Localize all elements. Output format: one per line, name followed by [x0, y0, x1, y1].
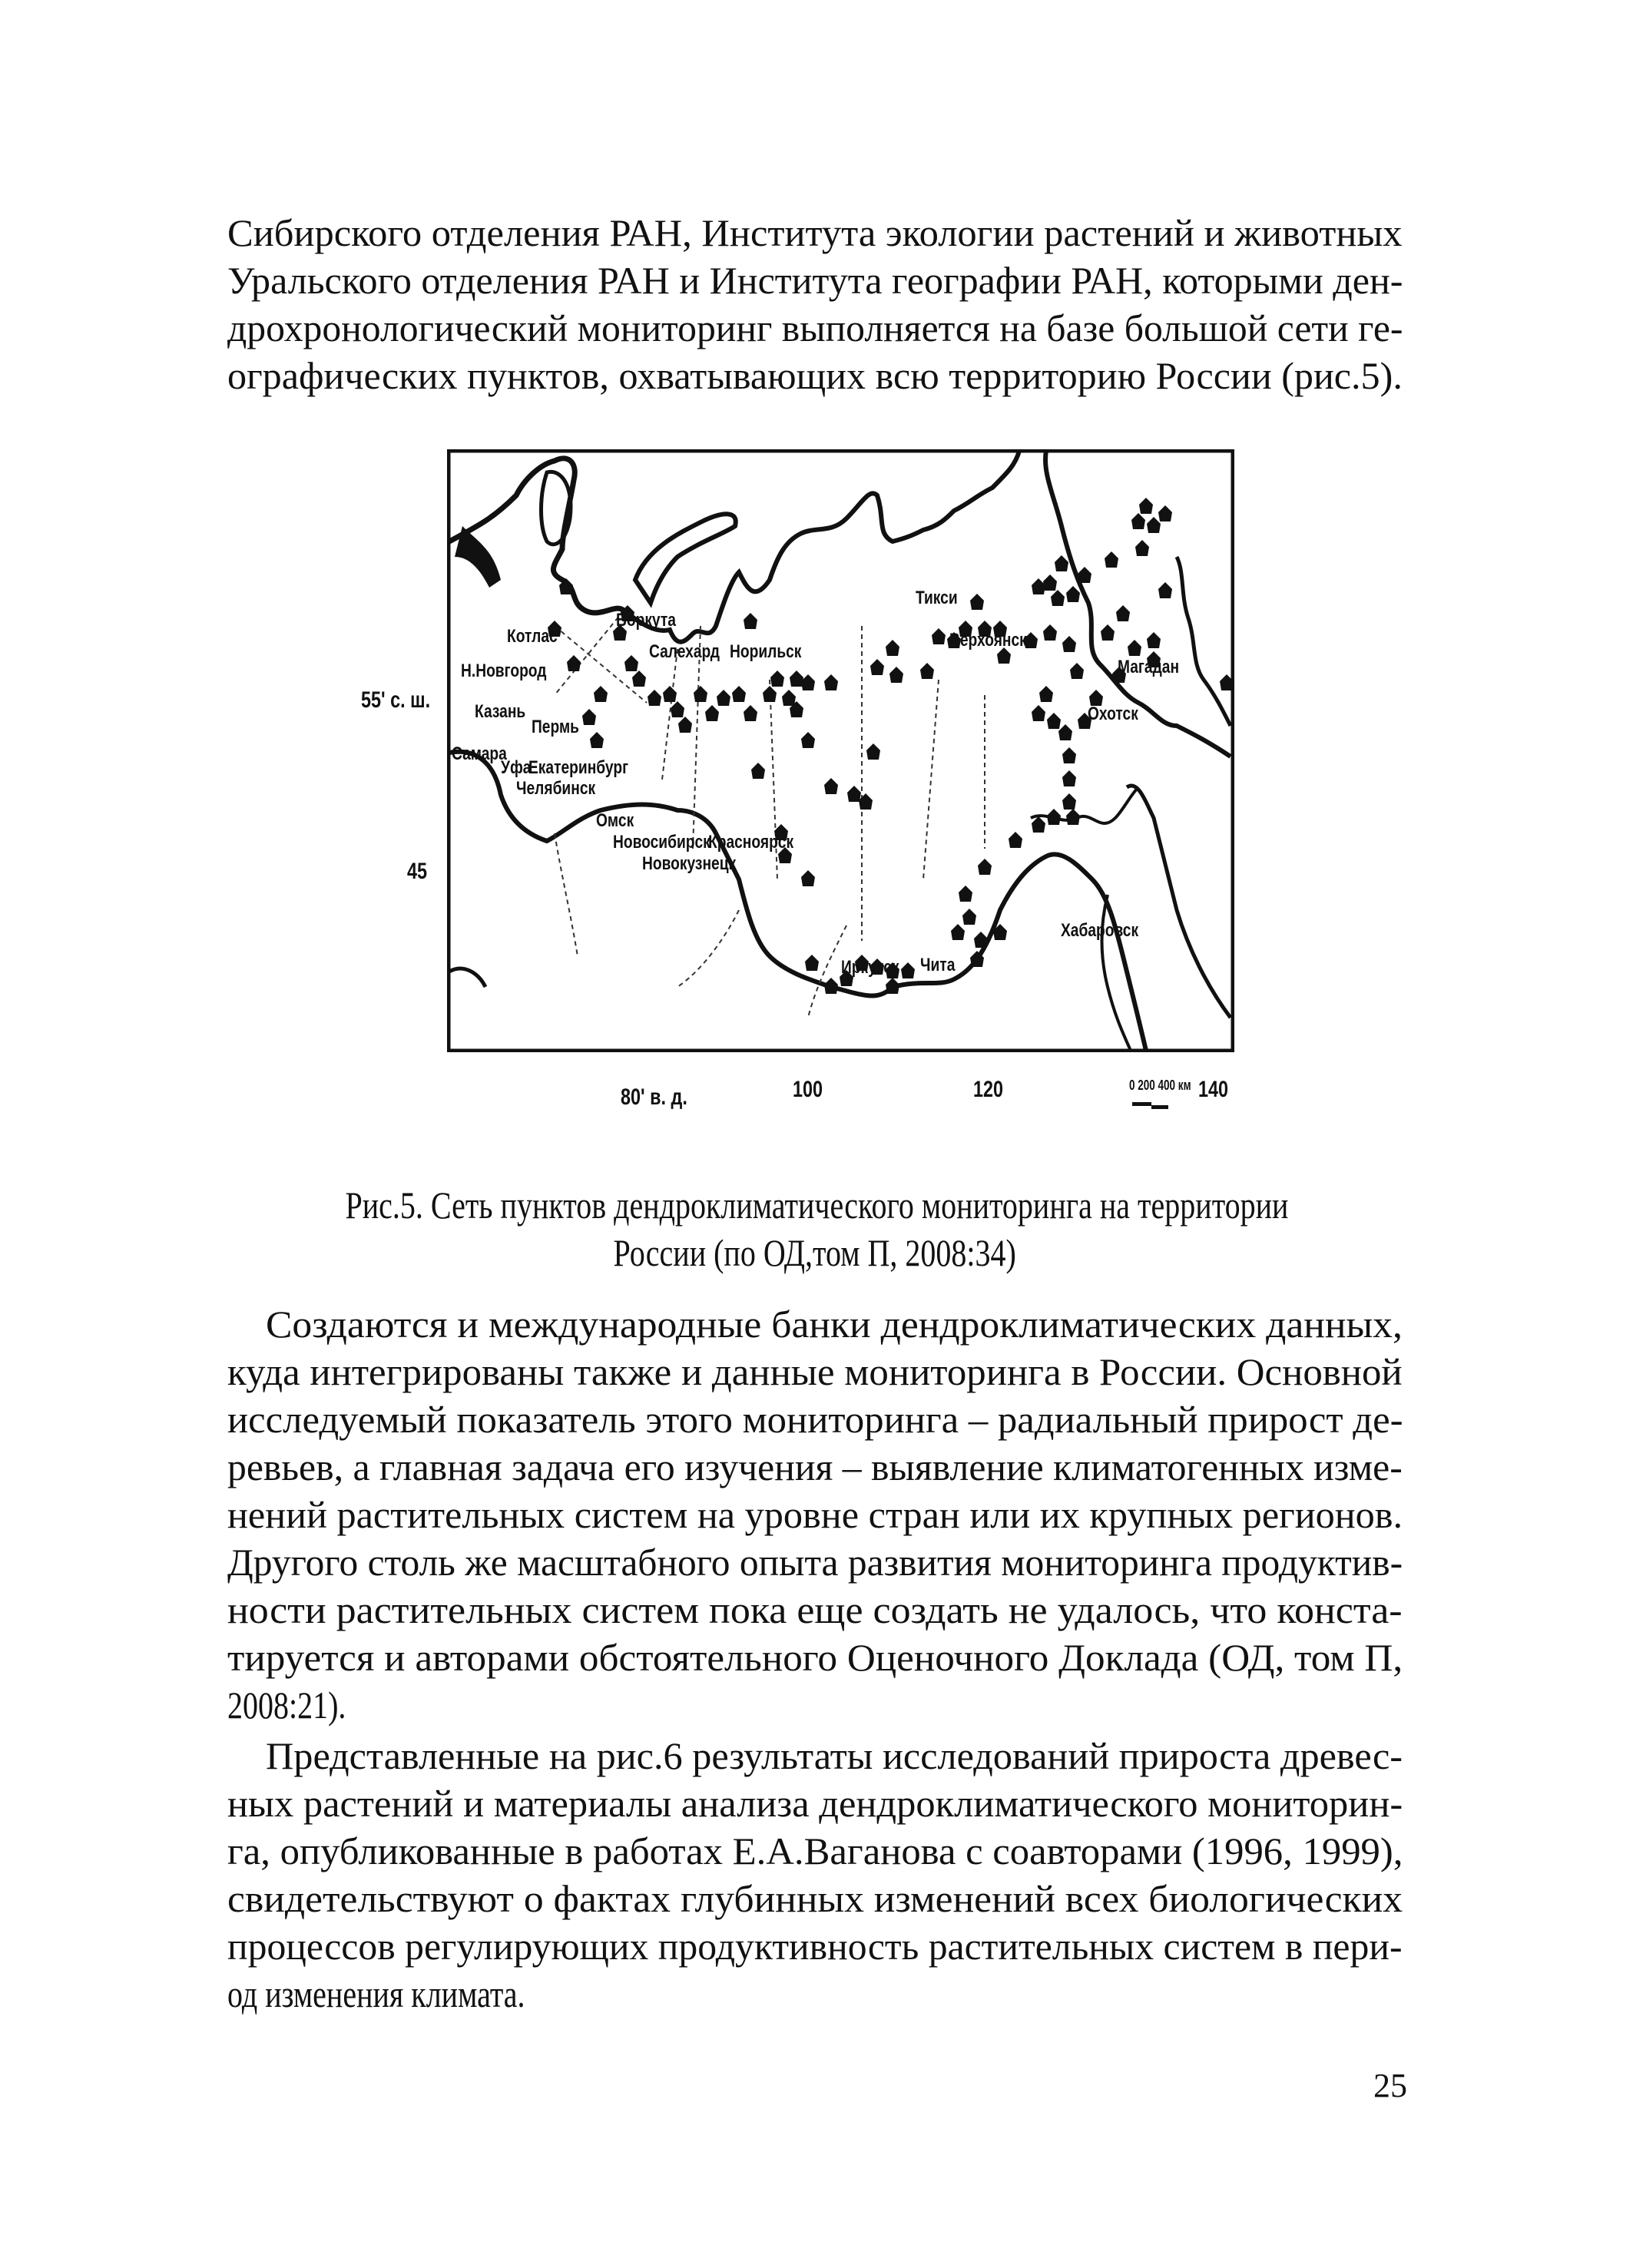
latitude-label-45: 45 — [407, 859, 428, 884]
text-line: исследуемый показатель этого мониторинга – радиальный прирост де- — [227, 1398, 1403, 1441]
city-label: Уфа — [501, 757, 532, 778]
page-number: 25 — [1373, 2067, 1407, 2104]
city-label: Салехард — [649, 641, 720, 662]
city-label: Норильск — [730, 641, 802, 662]
text-line: Представленные на рис.6 результаты исследований прироста древес- — [266, 1734, 1403, 1777]
city-label: Котлас — [507, 626, 558, 647]
text-line: ографических пунктов, охватывающих всю территорию России (рис.5). — [227, 354, 1403, 397]
text-line: 2008:21). — [227, 1684, 346, 1727]
figure-caption-line-1: Рис.5. Сеть пунктов дендроклиматического мониторинга на территории — [345, 1184, 1289, 1227]
city-label: Н.Новгород — [461, 661, 547, 681]
city-label: Магадан — [1118, 657, 1180, 677]
scale-label: 0 200 400 км — [1129, 1078, 1191, 1093]
city-label: Новосибирск — [613, 832, 711, 853]
text-line: куда интегрированы также и данные мониторинга в России. Основной — [227, 1350, 1403, 1393]
city-label: Новокузнецк — [642, 853, 737, 874]
text-line: нений растительных систем на уровне стран или их крупных регионов. — [227, 1493, 1403, 1536]
text-line: Уральского отделения РАН и Института географии РАН, которыми ден- — [227, 259, 1403, 302]
longitude-label-140: 140 — [1198, 1077, 1229, 1102]
latitude-label-55: 55' с. ш. — [361, 687, 431, 713]
city-label: Иркутск — [841, 957, 899, 978]
text-line: ревьев, а главная задача его изучения – выявление климатогенных изме- — [227, 1445, 1403, 1488]
city-label: Челябинск — [516, 778, 596, 799]
text-line: процессов регулирующих продуктивность растительных систем в пери- — [227, 1925, 1403, 1968]
figure-map — [361, 430, 1267, 1160]
text-line: га, опубликованные в работах Е.А.Ваганова с соавторами (1996, 1999), — [227, 1829, 1403, 1872]
city-label: Пермь — [532, 717, 579, 737]
figure-caption-line-2: России (по ОД,том П, 2008:34) — [613, 1231, 1017, 1274]
scale-bar-icon — [1132, 1102, 1171, 1110]
city-label: Хабаровск — [1061, 920, 1139, 941]
text-line: Сибирского отделения РАН, Института экологии растений и животных — [227, 211, 1403, 254]
city-label: Чита — [920, 955, 956, 975]
text-line: Другого столь же масштабного опыта развития мониторинга продуктив- — [227, 1541, 1403, 1584]
city-label: Самара — [452, 743, 507, 764]
city-label: Казань — [475, 701, 526, 722]
city-label: Екатеринбург — [528, 757, 629, 778]
longitude-label-100: 100 — [793, 1077, 823, 1102]
text-line: Создаются и международные банки дендроклиматических данных, — [266, 1303, 1403, 1346]
text-line: од изменения климата. — [227, 1972, 525, 2015]
city-label: Воркута — [616, 610, 676, 631]
city-label: Охотск — [1088, 704, 1138, 724]
text-line: свидетельствуют о фактах глубинных изменений всех биологических — [227, 1877, 1403, 1920]
city-label: Тикси — [916, 588, 958, 608]
city-label: Верхоянск — [949, 630, 1027, 651]
city-label: Омск — [596, 810, 634, 831]
text-line: тируется и авторами обстоятельного Оценочного Доклада (ОД, том П, — [227, 1636, 1403, 1679]
longitude-label-120: 120 — [973, 1077, 1004, 1102]
text-line: дрохронологический мониторинг выполняется на базе большой сети ге- — [227, 306, 1403, 349]
city-label: Красноярск — [708, 832, 794, 853]
text-line: ных растений и материалы анализа дендроклиматического мониторин- — [227, 1782, 1403, 1825]
text-line: ности растительных систем пока еще создать не удалось, что конста- — [227, 1588, 1403, 1631]
longitude-label-80: 80' в. д. — [621, 1084, 687, 1110]
